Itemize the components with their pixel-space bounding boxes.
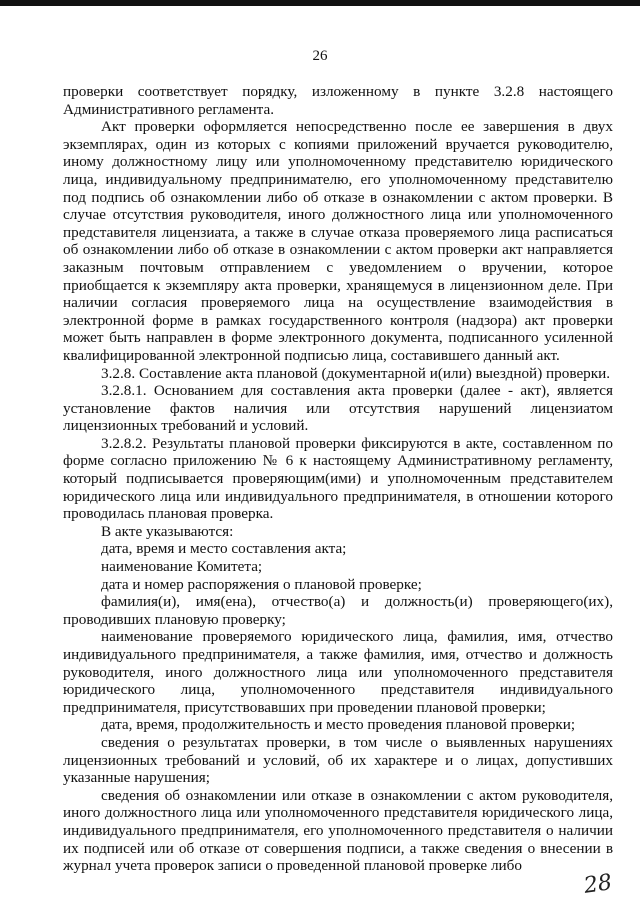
list-item: наименование Комитета; xyxy=(101,558,263,576)
list-item: дата, время и место составления акта; xyxy=(101,540,347,558)
paragraph-act-execution: Акт проверки оформляется непосредственно после ее завершения в двух экземплярах, один из которых с копиями приложений вручается руководителю, иному должностному лицу или уполномоченному представителю юридического лица, индивидуальному предпринимателю, его уполномоченному представителю под подпись об ознакомлении либо об отказе в ознакомлении с актом проверки. В случае отсутствия руководителя, иного должностного лица или уполномоченного представителя лицензиата, а также в случае отказа проверяемого лица расписаться об ознакомлении либо об отказе в ознакомлении с актом проверки акт направляется заказным почтовым отправлением с уведомлением о вручении, которое приобщается к экземпляру акта проверки, хранящемуся в лицензионном деле. При наличии согласия проверяемого лица на осуществление взаимодействия в электронной форме в рамках государственного контроля (надзора) акт проверки может быть направлен в форме электронного документа, подписанного усиленной квалифицированной электронной подписью лица, составившего данный акт. xyxy=(63,118,613,364)
scan-top-border xyxy=(0,0,640,6)
paragraph-3-2-8-2: 3.2.8.2. Результаты плановой проверки фиксируются в акте, составленном по форме согласно приложению № 6 к настоящему Административному регламенту, который подписывается проверяющим(ими) и уполномоченным представителем юридического лица или индивидуального предпринимателя, в отношении которого проводилась плановая проверка. xyxy=(63,434,613,523)
handwritten-sheet-number: 28 xyxy=(582,870,614,899)
document-body xyxy=(63,83,613,875)
paragraph-continuation: проверки соответствует порядку, изложенному в пункте 3.2.8 настоящего Административного регламента. xyxy=(63,83,613,118)
list-item: дата и номер распоряжения о плановой проверке; xyxy=(101,575,422,593)
list-item: сведения об ознакомлении или отказе в ознакомлении с актом руководителя, иного должностного лица или уполномоченного представителя юридического лица, индивидуального предпринимателя, его уполномоченного представителя о наличии их подписей или об отказе от совершения подписи, а также сведения о внесении в журнал учета проверок записи о проведенной плановой проверке либо xyxy=(63,786,613,875)
list-item: дата, время, продолжительность и место проведения плановой проверки; xyxy=(101,716,576,734)
list-item: наименование проверяемого юридического лица, фамилия, имя, отчество индивидуального предпринимателя, а также фамилия, имя, отчество и должность руководителя, иного должностного лица или уполномоченного представителя юридического лица, уполномоченного представителя индивидуального предпринимателя, присутствовавших при проведении плановой проверки; xyxy=(63,628,613,716)
list-item: сведения о результатах проверки, в том числе о выявленных нарушениях лицензионных требований и условий, об их характере и о лицах, допустивших указанные нарушения; xyxy=(63,733,613,787)
list-intro: В акте указываются: xyxy=(101,522,234,540)
page-number: 26 xyxy=(312,48,328,64)
paragraph-3-2-8-1: 3.2.8.1. Основанием для составления акта проверки (далее - акт), является установление фактов наличия или отсутствия нарушений лицензиатом лицензионных требований и условий. xyxy=(63,382,613,435)
section-heading-3-2-8: 3.2.8. Составление акта плановой (документарной и(или) выездной) проверки. xyxy=(101,364,611,382)
list-item: фамилия(и), имя(ена), отчество(а) и должность(и) проверяющего(их), проводивших плановую проверку; xyxy=(63,593,613,628)
